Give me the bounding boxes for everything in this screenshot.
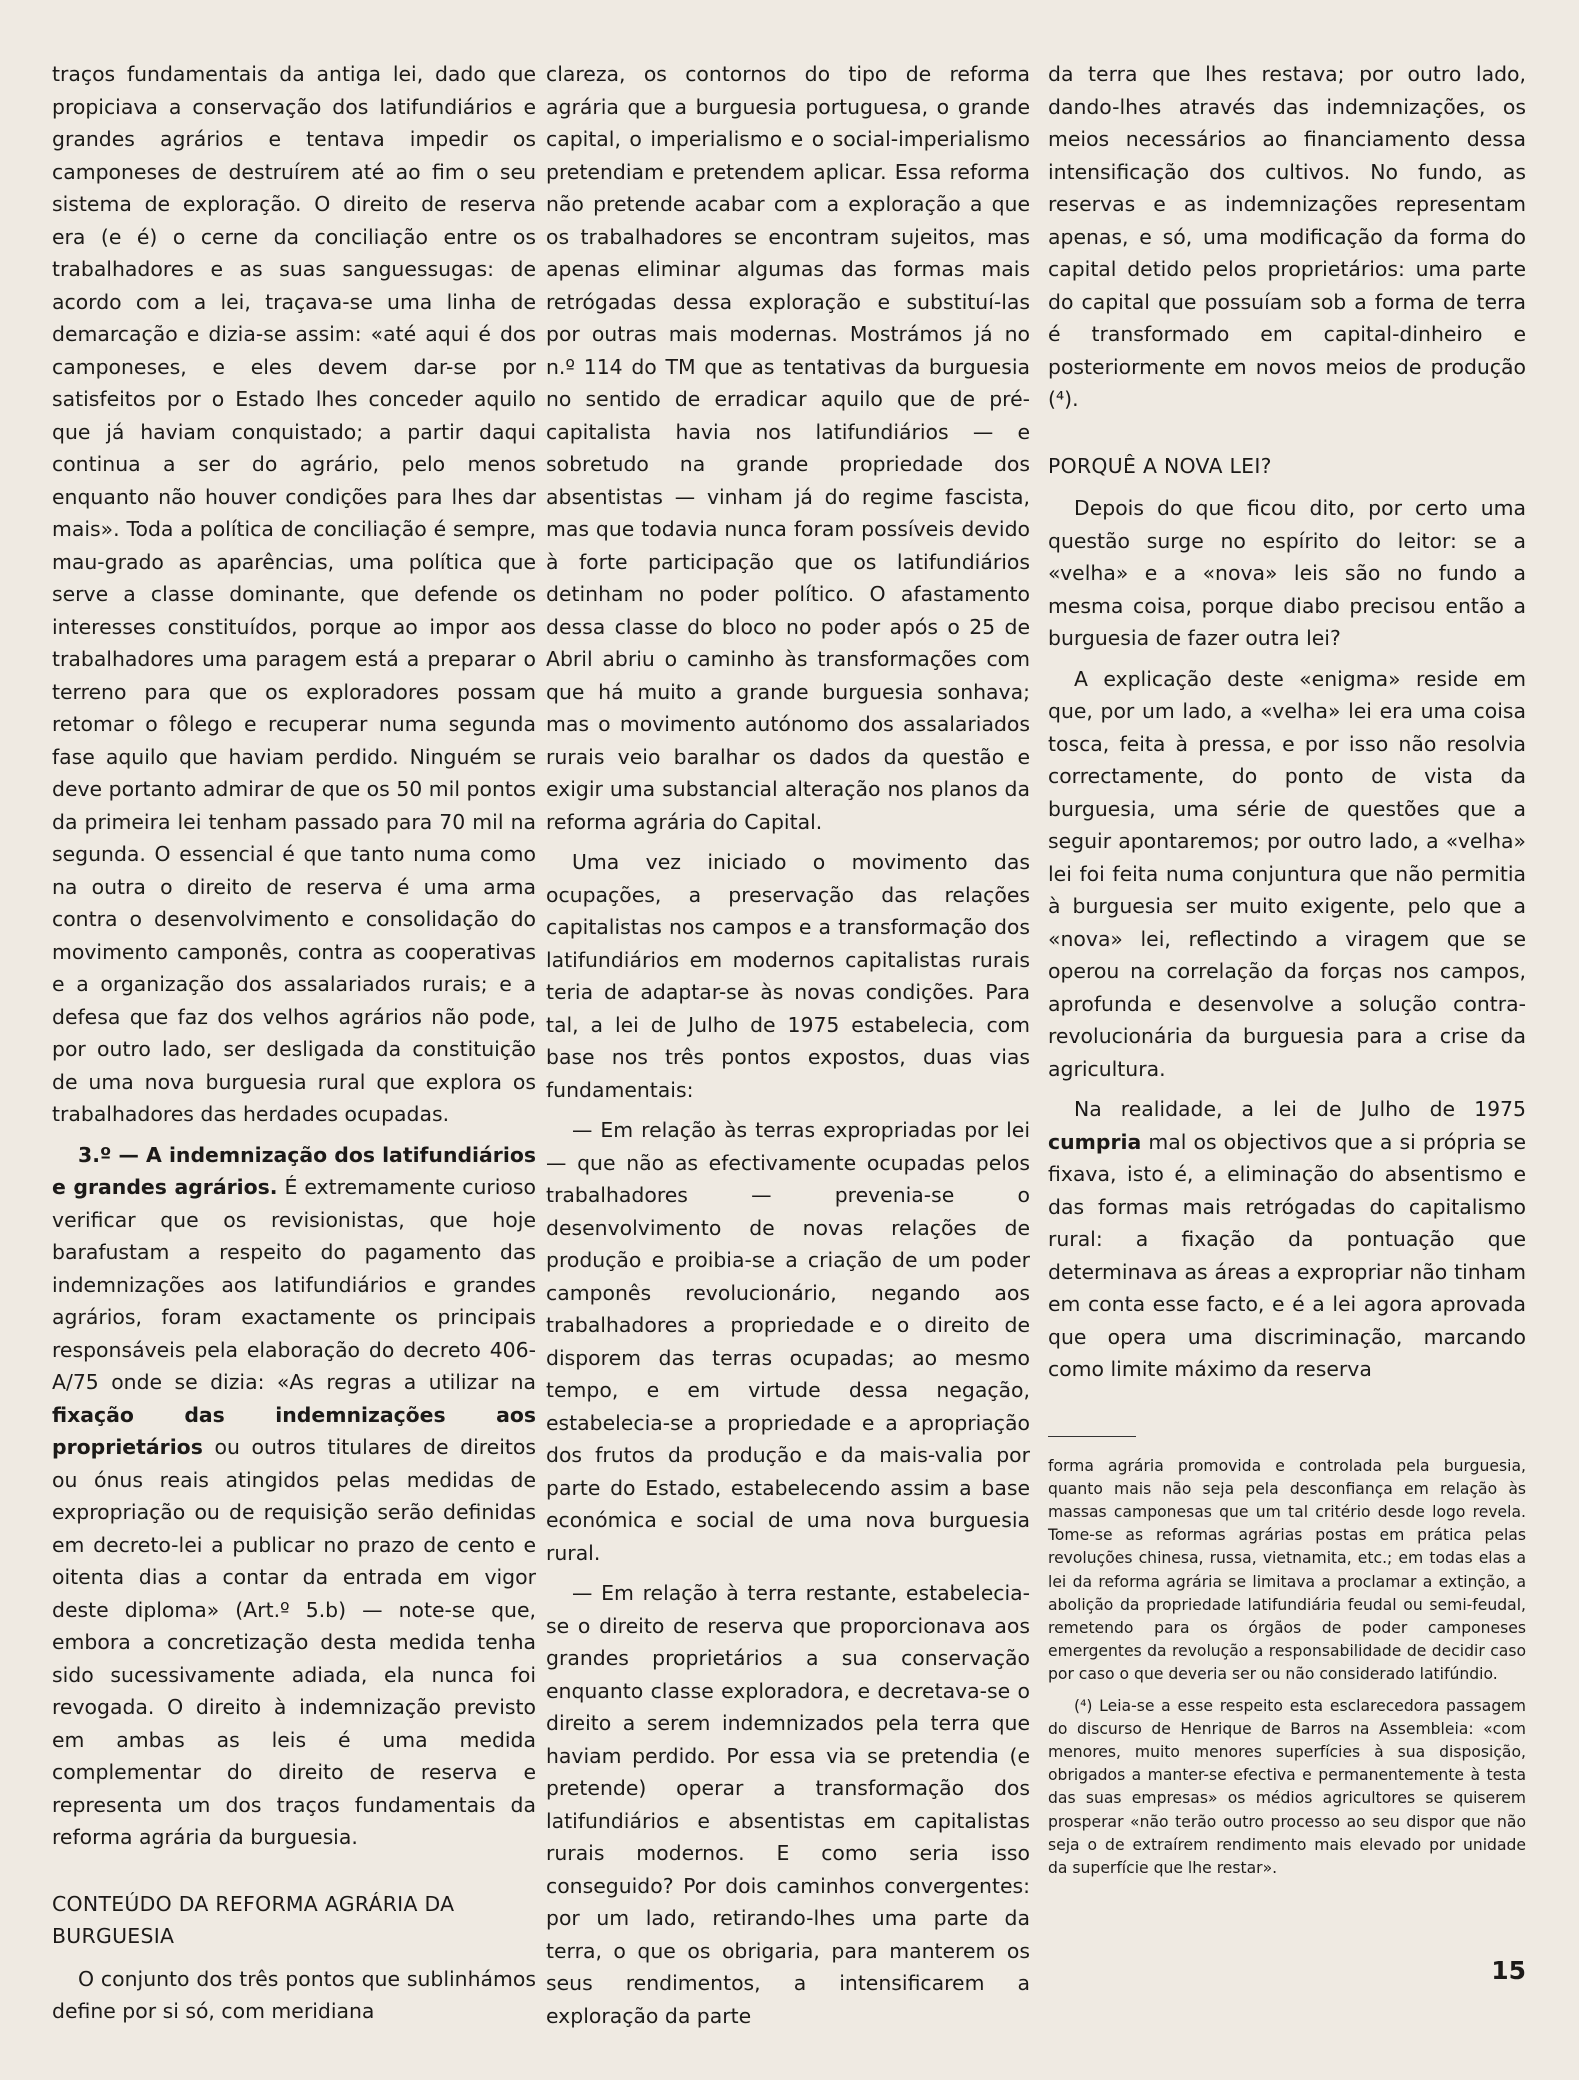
column-middle bbox=[546, 58, 1030, 2040]
footnote-4: (⁴) Leia-se a esse respeito esta esclarecedora passagem do discurso de Henrique de Barros na Assembleia: «com menores, muito menores superfícies à sua disposição, obrigados a manter-se efectiva e permanentemente à testa das suas empresas» os médios agricultores se quiserem prosperar «não terão outro processo ao seu dispor que não seja o de extraírem rendimento mais elevado por unidade da superfície que lhe restar». bbox=[1048, 1696, 1526, 1877]
section-heading: PORQUÊ A NOVA LEI? bbox=[1048, 453, 1272, 478]
section-heading: CONTEÚDO DA REFORMA AGRÁRIA DA BURGUESIA bbox=[52, 1891, 455, 1948]
paragraph: traços fundamentais da antiga lei, dado que propiciava a conservação dos latifundiários e grandes agrários e tentava impedir os camponeses de destruírem até ao fim o seu sistema de exploração. O direito de reserva era (e é) o cerne da conciliação entre os trabalhadores e as suas sanguessugas: de acordo com a lei, traçava-se uma linha de demarcação e dizia-se assim: «até aqui é dos camponeses, e eles devem dar-se por satisfeitos por o Estado lhes conceder aquilo que já haviam conquistado; a partir daqui continua a ser do agrário, pelo menos enquanto não houver condições para lhes dar mais». Toda a política de conciliação é sempre, mau-grado as aparências, uma política que serve a classe dominante, que defende os interesses constituídos, porque ao impor aos trabalhadores uma paragem está a preparar o terreno para que os exploradores possam retomar o fôlego e recuperar numa segunda fase aquilo que haviam perdido. Ninguém se deve portanto admirar de que os 50 mil pontos da primeira lei tenham passado para 70 mil na segunda. O essencial é que tanto numa como na outra o direito de reserva é uma arma contra o desenvolvimento e consolidação do movimento camponês, contra as cooperativas e a organização dos assalariados rurais; e a defesa que faz dos velhos agrários não pode, por outro lado, ser desligada da constituição de uma nova burguesia rural que explora os trabalhadores das herdades ocupadas. bbox=[52, 62, 536, 1126]
paragraph: clareza, os contornos do tipo de reforma agrária que a burguesia portuguesa, o grande capital, o imperialismo e o social-imperialismo pretendiam e pretendem aplicar. Essa reforma não pretende acabar com a exploração a que os trabalhadores se encontram sujeitos, mas apenas eliminar algumas das formas mais retrógadas dessa exploração e substituí-las por outras mais modernas. Mostrámos já no n.º 114 do TM que as tentativas da burguesia no sentido de erradicar aquilo que de pré-capitalista havia nos latifundiários — e sobretudo na grande propriedade dos absentistas — vinham já do regime fascista, mas que todavia nunca foram possíveis devido à forte participação que os latifundiários detinham no poder político. O afastamento dessa classe do bloco no poder após o 25 de Abril abriu o caminho às transformações com que há muito a grande burguesia sonhava; mas o movimento autónomo dos assalariados rurais veio baralhar os dados da questão e exigir uma substancial alteração nos planos da reforma agrária do Capital. bbox=[546, 62, 1030, 834]
emphasis: fixação das indemnizações aos proprietários bbox=[52, 1402, 536, 1459]
text-span: É extremamente curioso verificar que os revisionistas, que hoje barafustam a respeito do pagamento das indemnizações aos latifundiários e grandes agrários, foram exactamente os principais responsáveis pela elaboração do decreto 406-A/75 onde se dizia: «As regras a utilizar na bbox=[52, 1175, 536, 1394]
emphasis: cumpria bbox=[1048, 1129, 1142, 1154]
paragraph: — Em relação à terra restante, estabelecia-se o direito de reserva que proporcionava aos grandes proprietários a sua conservação enquanto classe exploradora, e decretava-se o direito a serem indemnizados pela terra que haviam perdido. Por essa via se pretendia (e pretende) operar a transformação dos latifundiários e absentistas em capitalistas rurais modernos. E como seria isso conseguido? Por dois caminhos convergentes: por um lado, retirando-lhes uma parte da terra, o que os obrigaria, para manterem os seus rendimentos, a intensificarem a exploração da parte bbox=[546, 1581, 1030, 2028]
text-span: ou outros titulares de direitos ou ónus reais atingidos pelas medidas de expropriação ou de requisição serão definidas em decreto-lei a publicar no prazo de cento e oitenta dias a contar da entrada em vigor deste diploma» (Art.º 5.b) — note-se que, embora a concretização desta medida tenha sido sucessivamente adiada, ela nunca foi revogada. O direito à indemnização previsto em ambas as leis é uma medida complementar do direito de reserva e representa um dos traços fundamentais da reforma agrária da burguesia. bbox=[52, 1435, 536, 1849]
text-span: Na realidade, a lei de Julho de 1975 bbox=[1074, 1097, 1526, 1121]
paragraph: Depois do que ficou dito, por certo uma questão surge no espírito do leitor: se a «velha» e a «nova» leis são no fundo a mesma coisa, porque diabo precisou então a burguesia de fazer outra lei? bbox=[1048, 496, 1526, 650]
paragraph-indemnization bbox=[52, 1139, 536, 1854]
paragraph: O conjunto dos três pontos que sublinhámos define por si só, com meridiana bbox=[52, 1966, 536, 2023]
column-right bbox=[1048, 58, 1526, 1888]
page-number: 15 bbox=[1491, 1956, 1526, 1985]
footnote-divider bbox=[1048, 1436, 1136, 1437]
footnote-continuation: forma agrária promovida e controlada pela burguesia, quanto mais não seja pela desconfiança em relação às massas camponesas que um tal critério desde logo revela. Tome-se as reformas agrárias postas em prática pelas revoluções chinesa, russa, vietnamita, etc.; em todas elas a lei da reforma agrária se limitava a proclamar a extinção, a abolição da propriedade latifundiária feudal ou semi-feudal, remetendo para os órgãos de poder camponeses emergentes da revolução a responsabilidade de decidir caso por caso o que deveria ser ou não considerado latifúndio. bbox=[1048, 1456, 1526, 1684]
paragraph: Uma vez iniciado o movimento das ocupações, a preservação das relações capitalistas nos campos e a transformação dos latifundiários em modernos capitalistas rurais teria de adaptar-se às novas condições. Para tal, a lei de Julho de 1975 estabelecia, com base nos três pontos expostos, duas vias fundamentais: bbox=[546, 850, 1030, 1102]
paragraph: — Em relação às terras expropriadas por lei — que não as efectivamente ocupadas pelos trabalhadores — prevenia-se o desenvolvimento de novas relações de produção e proibia-se a criação de um poder camponês revolucionário, negando aos trabalhadores a propriedade e o direito de disporem das terras ocupadas; ao mesmo tempo, e em virtude dessa negação, estabelecia-se a propriedade e a apropriação dos frutos da produção e da mais-valia por parte do Estado, estabelecendo assim a base económica e social de uma nova burguesia rural. bbox=[546, 1118, 1030, 1565]
paragraph: A explicação deste «enigma» reside em que, por um lado, a «velha» lei era uma coisa tosca, feita à pressa, e por isso não resolvia correctamente, do ponto de vista da burguesia, uma série de questões que a seguir apontaremos; por outro lado, a «velha» lei foi feita numa conjuntura que não permitia à burguesia ser muito exigente, pelo que a «nova» lei, reflectindo a viragem que se operou na correlação da forças nos campos, aprofunda e desenvolve a solução contra-revolucionária da burguesia para a crise da agricultura. bbox=[1048, 666, 1526, 1081]
column-left bbox=[52, 58, 536, 2036]
section-lead: 3.º — A indemnização dos latifundiários e grandes agrários. bbox=[52, 1142, 536, 1199]
text-span: mal os objectivos que a si própria se fixava, isto é, a eliminação do absentismo e das formas mais retrógadas do capitalismo rural: a fixação da pontuação que determinava as áreas a expropriar não tinham em conta esse facto, e é a lei agora aprovada que opera uma discriminação, marcando como limite máximo da reserva bbox=[1048, 1129, 1526, 1381]
paragraph: da terra que lhes restava; por outro lado, dando-lhes através das indemnizações, os meios necessários ao financiamento dessa intensificação dos cultivos. No fundo, as reservas e as indemnizações representam apenas, e só, uma modificação da forma do capital detido pelos proprietários: uma parte do capital que possuíam sob a forma de terra é transformado em capital-dinheiro e posteriormente em novos meios de produção (⁴). bbox=[1048, 62, 1526, 411]
paragraph-reality bbox=[1048, 1093, 1526, 1386]
